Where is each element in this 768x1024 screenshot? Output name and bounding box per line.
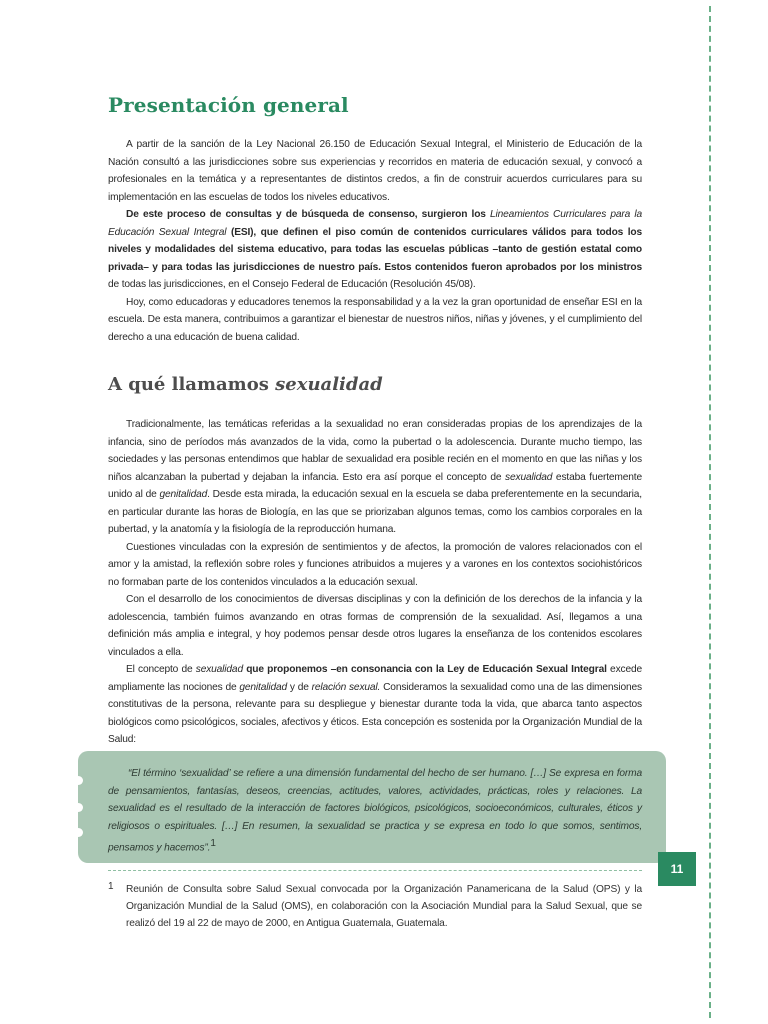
- paragraph: [108, 416, 642, 539]
- text: de todas las jurisdicciones, en el Consejo Federal de Educación (Resolución 45/08).: [108, 279, 476, 290]
- paragraph: [108, 206, 642, 294]
- binder-hole: [74, 828, 83, 837]
- paragraph: Hoy, como educadoras y educadores tenemos la responsabilidad y a la vez la gran oportunidad de enseñar ESI en la escuela. De esta manera, contribuimos a garantizar el bienestar de nuestros niños, niñas y jóvenes, y el cumplimiento del derecho a una educación de buena calidad.: [108, 296, 642, 343]
- text: . Desde esta mirada, la educación sexual en la escuela se daba preferentemente en la secundaria, en particular durante las horas de Biología, en las que se priorizaban algunos temas, como los cambios corporales en la pubertad, y la anatomía y la fisiología de la reproducción humana.: [108, 489, 642, 535]
- paragraph: Con el desarrollo de los conocimientos de diversas disciplinas y con la definición de los derechos de la infancia y la adolescencia, también fuimos avanzando en otras formas de comprensión de la sexualidad. Así, llegamos a una definición más amplia e integral, y hoy podemos pensar desde otros lugares la enseñanza de los contenidos escolares vinculados a ella.: [108, 594, 642, 658]
- text: Tradicionalmente, las temáticas referidas a la sexualidad no eran consideradas propias de los aprendizajes de la infancia, sino de períodos más avanzados de la vida, como la pubertad o la adolescencia. Durante mucho tiempo, las sociedades y las personas entendimos que hablar de sexualidad era posible recién en el momento en que las niñas y los niños alcanzaban la pubertad y dejaban la infancia. Esto era así porque el concepto de: [108, 419, 642, 483]
- paragraph: Cuestiones vinculadas con la expresión de sentimientos y de afectos, la promoción de valores relacionados con el amor y la amistad, la reflexión sobre roles y funciones atribuidos a mujeres y a varones en los contextos sociohistóricos no formaban parte de los contenidos vinculados a la educación sexual.: [108, 541, 642, 588]
- footnote-divider: [108, 870, 642, 871]
- footnote-number: 1: [108, 881, 114, 892]
- italic-text: Lineamientos Curriculares para la Educación Sexual Integral: [108, 209, 642, 238]
- quote-text: [108, 765, 642, 857]
- footnote-reference[interactable]: 1: [210, 838, 216, 850]
- text: El concepto de: [126, 664, 196, 675]
- text: Consideramos la sexualidad como una de las dimensiones constitutivas de la persona, relevante para su despliegue y bienestar durante toda la vida, que abarca tanto aspectos biológicos como psicológicos, sociales, afectivos y éticos. Esta concepción es sostenida por la Organización Mundial de la Salud:: [108, 681, 642, 745]
- heading-emphasis: sexualidad: [275, 374, 383, 395]
- quote-body: “El término ‘sexualidad’ se refiere a una dimensión fundamental del hecho de ser humano. […] Se expresa en forma de pensamientos, fantasías, deseos, creencias, actitudes, valores, actividades, prácticas, roles y relaciones. La sexualidad es el resultado de la interacción de factores biológicos, psicológicos, socioeconómicos, culturales, éticos y religiosos o espirituales. […] En resumen, la sexualidad se practica y se expresa en todo lo que somos, sentimos, pensamos y hacemos”.: [108, 768, 642, 854]
- paragraph: A partir de la sanción de la Ley Nacional 26.150 de Educación Sexual Integral, el Ministerio de Educación de la Nación consultó a las jurisdicciones sobre sus experiencias y recorridos en materia de educación sexual, y convocó a profesionales en la temática y a representantes de distintos credos, a fin de construir acuerdos curriculares para su implementación en las escuelas de todos los niveles educativos.: [108, 139, 642, 203]
- section-heading-presentacion: Presentación general: [108, 93, 349, 117]
- section-presentacion-body: [108, 136, 642, 346]
- italic-text: relación sexual.: [311, 681, 381, 693]
- section-sexualidad-body: [108, 416, 642, 749]
- text: excede ampliamente las nociones de: [108, 664, 643, 693]
- text: y de: [287, 681, 312, 693]
- section-heading-sexualidad: [108, 374, 383, 395]
- paragraph: [108, 661, 642, 749]
- text: estaba fuertemente unido al de: [108, 471, 642, 500]
- heading-text: A qué llamamos: [108, 374, 276, 395]
- italic-text: genitalidad: [239, 681, 288, 693]
- footnote-text: Reunión de Consulta sobre Salud Sexual convocada por la Organización Panamericana de la Salud (OPS) y la Organización Mundial de la Salud (OMS), en colaboración con la Asociación Mundial para la Salud Sexual, que se realizó del 19 al 22 de mayo de 2000, en Antigua Guatemala, Guatemala.: [126, 884, 642, 929]
- page-number-tab: 11: [658, 852, 696, 886]
- binder-hole: [74, 776, 83, 785]
- italic-text: sexualidad: [505, 471, 553, 483]
- bold-text: (ESI), que definen el piso común de contenidos curriculares válidos para todos los niveles y modalidades del sistema educativo, para todas las escuelas públicas –tanto de gestión estatal como privada– y para todas las jurisdicciones de nuestro país. Estos contenidos fueron aprobados por los ministros: [108, 226, 643, 273]
- bold-text: De este proceso de consultas y de búsqueda de consenso, surgieron los: [126, 209, 491, 220]
- bold-text: que proponemos –en consonancia con la Ley de Educación Sexual Integral: [242, 664, 607, 675]
- quote-paragraph: [108, 765, 642, 857]
- italic-text: sexualidad: [195, 664, 243, 675]
- dashed-margin-line: [709, 6, 711, 1018]
- italic-text: genitalidad: [159, 489, 208, 500]
- binder-hole: [74, 803, 83, 812]
